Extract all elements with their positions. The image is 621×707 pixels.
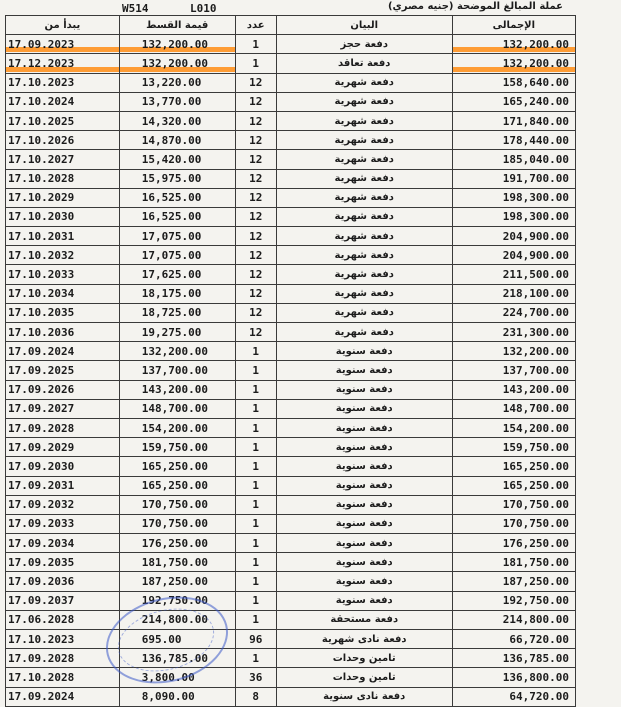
cell-count: 12 [235,303,276,322]
cell-description: دفعة سنوية [276,438,452,457]
cell-total: 154,200.00 [452,418,575,437]
cell-start-date: 17.10.2034 [6,284,120,303]
table-row [6,553,576,572]
cell-count: 12 [235,73,276,92]
cell-description: دفعة شهرية [276,265,452,284]
cell-start-date: 17.10.2024 [6,92,120,111]
cell-count: 1 [235,476,276,495]
cell-total: 143,200.00 [452,380,575,399]
cell-description: دفعة شهرية [276,131,452,150]
table-row [6,54,576,73]
cell-description: دفعة سنوية [276,418,452,437]
cell-start-date: 17.09.2027 [6,399,120,418]
table-row [6,649,576,668]
cell-total: 170,750.00 [452,495,575,514]
cell-description: دفعة شهرية [276,207,452,226]
cell-description: دفعة سنوية [276,572,452,591]
cell-start-date: 17.10.2028 [6,169,120,188]
cell-start-date: 17.10.2032 [6,246,120,265]
cell-description: دفعة حجز [276,35,452,54]
cell-start-date [6,54,120,73]
cell-total: 64,720.00 [452,687,575,706]
cell-description: دفعة مستحقة [276,610,452,629]
cell-installment: 165,250.00 [119,457,235,476]
table-row [6,131,576,150]
cell-description: دفعة سنوية [276,591,452,610]
table-row [6,35,576,54]
table-row [6,111,576,130]
cell-total: 211,500.00 [452,265,575,284]
cell-installment [119,54,235,73]
cell-count: 12 [235,246,276,265]
table-row [6,514,576,533]
cell-total: 198,300.00 [452,207,575,226]
cell-total: 66,720.00 [452,630,575,649]
cell-installment: 16,525.00 [119,188,235,207]
cell-total: 158,640.00 [452,73,575,92]
cell-installment-text: 132,200.00 [141,37,209,51]
cell-count: 1 [235,361,276,380]
cell-count: 96 [235,630,276,649]
cell-count: 1 [235,457,276,476]
cell-start-date: 17.06.2028 [6,610,120,629]
cell-total: 204,900.00 [452,246,575,265]
currency-note: عملة المبالغ الموضحة (جنيه مصري) [387,1,563,12]
cell-count: 1 [235,438,276,457]
cell-start-date-text: 17.12.2023 [8,56,75,70]
cell-installment: 15,975.00 [119,169,235,188]
cell-description: دفعة نادى سنوية [276,687,452,706]
cell-description: دفعة نادى شهرية [276,630,452,649]
cell-count: 1 [235,342,276,361]
cell-start-date: 17.10.2027 [6,150,120,169]
cell-installment: 176,250.00 [119,534,235,553]
cell-description: دفعة شهرية [276,284,452,303]
cell-start-date: 17.09.2026 [6,380,120,399]
table-row [6,169,576,188]
table-row [6,188,576,207]
cell-count: 1 [235,399,276,418]
cell-count: 1 [235,418,276,437]
cell-total: 218,100.00 [452,284,575,303]
cell-start-date: 17.09.2028 [6,418,120,437]
cell-start-date: 17.09.2024 [6,342,120,361]
table-row [6,265,576,284]
table-row [6,630,576,649]
table-row [6,476,576,495]
document-header-line [0,0,621,16]
cell-total [452,54,575,73]
cell-description: دفعة سنوية [276,534,452,553]
cell-installment: 143,200.00 [119,380,235,399]
table-row [6,495,576,514]
cell-count: 1 [235,514,276,533]
cell-total: 165,250.00 [452,457,575,476]
cell-total [452,35,575,54]
cell-start-date: 17.09.2035 [6,553,120,572]
cell-count: 12 [235,265,276,284]
cell-total: 192,750.00 [452,591,575,610]
cell-total: 191,700.00 [452,169,575,188]
cell-start-date: 17.09.2037 [6,591,120,610]
column-header-total: الإجمالى [452,16,575,35]
cell-description: دفعة شهرية [276,188,452,207]
cell-installment: 192,750.00 [119,591,235,610]
cell-description: دفعة شهرية [276,246,452,265]
cell-total-text: 132,200.00 [502,37,569,51]
cell-description: دفعة شهرية [276,150,452,169]
cell-start-date: 17.10.2023 [6,73,120,92]
cell-count: 1 [235,35,276,54]
cell-start-date: 17.10.2035 [6,303,120,322]
cell-count: 12 [235,131,276,150]
cell-total: 198,300.00 [452,188,575,207]
cell-description: دفعة شهرية [276,227,452,246]
table-row [6,534,576,553]
cell-start-date: 17.09.2029 [6,438,120,457]
cell-count: 12 [235,111,276,130]
table-row [6,227,576,246]
cell-description: دفعة شهرية [276,73,452,92]
cell-description: دفعة سنوية [276,342,452,361]
cell-total: 178,440.00 [452,131,575,150]
cell-start-date: 17.10.2030 [6,207,120,226]
table-row [6,687,576,706]
cell-description: دفعة سنوية [276,399,452,418]
cell-total: 136,800.00 [452,668,575,687]
cell-count: 12 [235,92,276,111]
cell-installment: 19,275.00 [119,323,235,342]
cell-installment: 159,750.00 [119,438,235,457]
table-row [6,246,576,265]
cell-count: 1 [235,591,276,610]
table-row [6,342,576,361]
table-row [6,610,576,629]
cell-installment: 13,220.00 [119,73,235,92]
cell-installment: 187,250.00 [119,572,235,591]
cell-count: 1 [235,553,276,572]
cell-description: دفعة سنوية [276,514,452,533]
cell-total: 204,900.00 [452,227,575,246]
table-row [6,150,576,169]
cell-installment: 165,250.00 [119,476,235,495]
table-row [6,591,576,610]
cell-installment: 132,200.00 [119,342,235,361]
cell-installment: 18,175.00 [119,284,235,303]
cell-start-date: 17.10.2033 [6,265,120,284]
cell-total: 159,750.00 [452,438,575,457]
cell-start-date: 17.09.2036 [6,572,120,591]
cell-total: 137,700.00 [452,361,575,380]
table-row [6,73,576,92]
cell-total: 181,750.00 [452,553,575,572]
cell-start-date: 17.10.2036 [6,323,120,342]
cell-installment: 15,420.00 [119,150,235,169]
cell-count: 12 [235,227,276,246]
table-row [6,303,576,322]
cell-installment: 170,750.00 [119,495,235,514]
table-row [6,380,576,399]
cell-count: 12 [235,284,276,303]
cell-description: دفعة سنوية [276,380,452,399]
column-header-count: عدد [235,16,276,35]
cell-count: 12 [235,207,276,226]
cell-total-text: 132,200.00 [502,56,569,70]
cell-installment-text: 132,200.00 [141,56,209,70]
table-row [6,438,576,457]
column-header-description: البيان [276,16,452,35]
cell-start-date: 17.10.2023 [6,630,120,649]
cell-count: 1 [235,495,276,514]
cell-description: دفعة سنوية [276,553,452,572]
cell-start-date: 17.10.2025 [6,111,120,130]
cell-total: 136,785.00 [452,649,575,668]
cell-description: دفعة شهرية [276,303,452,322]
cell-start-date-text: 17.09.2023 [8,37,75,51]
cell-count: 8 [235,687,276,706]
cell-count: 1 [235,610,276,629]
cell-installment: 13,770.00 [119,92,235,111]
cell-installment: 137,700.00 [119,361,235,380]
cell-start-date: 17.10.2028 [6,668,120,687]
cell-description: دفعة تعاقد [276,54,452,73]
cell-start-date: 17.09.2028 [6,649,120,668]
cell-count: 12 [235,188,276,207]
cell-total: 231,300.00 [452,323,575,342]
cell-description: دفعة سنوية [276,495,452,514]
cell-description: دفعة شهرية [276,169,452,188]
cell-total: 132,200.00 [452,342,575,361]
cell-total: 171,840.00 [452,111,575,130]
cell-start-date: 17.09.2024 [6,687,120,706]
table-row [6,399,576,418]
cell-count: 1 [235,534,276,553]
cell-count: 1 [235,54,276,73]
cell-start-date: 17.10.2031 [6,227,120,246]
payment-schedule-table [5,15,576,707]
cell-start-date: 17.10.2029 [6,188,120,207]
cell-description: دفعة سنوية [276,476,452,495]
table-row [6,457,576,476]
cell-total: 214,800.00 [452,610,575,629]
cell-description: دفعة سنوية [276,361,452,380]
unit-code: W514 [122,2,149,15]
cell-description: دفعة سنوية [276,457,452,476]
cell-installment [119,35,235,54]
cell-start-date: 17.09.2032 [6,495,120,514]
column-header-start-date: يبدأ من [6,16,120,35]
cell-start-date [6,35,120,54]
cell-total: 170,750.00 [452,514,575,533]
table-row [6,92,576,111]
cell-installment: 3,800.00 [119,668,235,687]
cell-count: 1 [235,572,276,591]
cell-installment: 14,870.00 [119,131,235,150]
cell-installment: 17,075.00 [119,246,235,265]
cell-count: 1 [235,380,276,399]
cell-start-date: 17.09.2033 [6,514,120,533]
cell-installment: 214,800.00 [119,610,235,629]
cell-count: 12 [235,323,276,342]
cell-total: 176,250.00 [452,534,575,553]
cell-total: 187,250.00 [452,572,575,591]
cell-installment: 14,320.00 [119,111,235,130]
cell-installment: 16,525.00 [119,207,235,226]
table-row [6,668,576,687]
table-row [6,207,576,226]
cell-description: دفعة شهرية [276,323,452,342]
cell-total: 165,240.00 [452,92,575,111]
cell-count: 12 [235,169,276,188]
cell-start-date: 17.09.2025 [6,361,120,380]
cell-installment: 181,750.00 [119,553,235,572]
cell-installment: 148,700.00 [119,399,235,418]
cell-total: 165,250.00 [452,476,575,495]
cell-start-date: 17.09.2034 [6,534,120,553]
cell-installment: 17,625.00 [119,265,235,284]
cell-total: 224,700.00 [452,303,575,322]
cell-start-date: 17.10.2026 [6,131,120,150]
cell-count: 1 [235,649,276,668]
table-row [6,284,576,303]
cell-description: دفعة شهرية [276,111,452,130]
table-row [6,323,576,342]
cell-total: 148,700.00 [452,399,575,418]
cell-installment: 170,750.00 [119,514,235,533]
cell-installment: 154,200.00 [119,418,235,437]
table-row [6,418,576,437]
cell-count: 12 [235,150,276,169]
cell-installment: 136,785.00 [119,649,235,668]
table-header-row [6,16,576,35]
cell-installment: 695.00 [119,630,235,649]
cell-installment: 18,725.00 [119,303,235,322]
table-row [6,361,576,380]
cell-description: دفعة شهرية [276,92,452,111]
cell-description: تامين وحدات [276,649,452,668]
cell-description: تامين وحدات [276,668,452,687]
building-code: L010 [190,2,217,15]
cell-start-date: 17.09.2030 [6,457,120,476]
cell-installment: 17,075.00 [119,227,235,246]
cell-count: 36 [235,668,276,687]
table-row [6,572,576,591]
column-header-installment: قيمة القسط [119,16,235,35]
cell-total: 185,040.00 [452,150,575,169]
cell-start-date: 17.09.2031 [6,476,120,495]
cell-installment: 8,090.00 [119,687,235,706]
